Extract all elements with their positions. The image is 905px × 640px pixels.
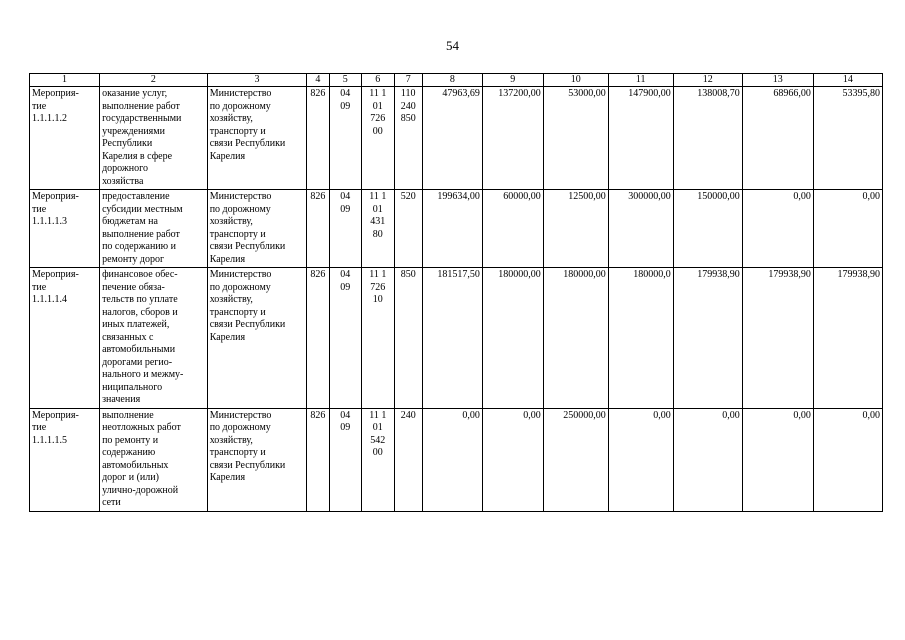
cell-line: хозяйству,: [209, 434, 253, 446]
cell-line: финансовое обес-: [102, 269, 178, 280]
amount-cell: 199634,00: [422, 190, 482, 268]
cell-line: 826: [310, 269, 326, 280]
cell-line: Министерство: [209, 88, 272, 99]
cell-line: связи Республики: [209, 241, 286, 252]
amount-cell: 138008,70: [673, 87, 742, 190]
cell-line: тие: [32, 203, 47, 215]
executor-cell: [207, 87, 307, 190]
cell-line: 542: [370, 434, 386, 446]
cell-line: Министерство: [209, 269, 272, 280]
cell-line: нального и межму-: [102, 369, 184, 380]
cell-line: бюджетам на: [102, 216, 158, 227]
cell-line: сети: [102, 497, 121, 508]
cell-line: Мероприя-: [32, 88, 79, 99]
cell-line: по дорожному: [209, 281, 271, 293]
cell-line: по дорожному: [209, 422, 271, 433]
grbs-code-cell: [307, 87, 329, 190]
cell-line: 01: [372, 203, 383, 215]
cell-line: 431: [370, 216, 386, 227]
page-number: 54: [446, 38, 459, 53]
event-id-cell: [30, 268, 100, 409]
cell-line: 1.1.1.1.5: [32, 434, 67, 446]
amount-cell: 0,00: [673, 408, 742, 511]
cell-line: 726: [370, 113, 386, 124]
amount-cell: 179938,90: [742, 268, 813, 409]
amount-cell: 150000,00: [673, 190, 742, 268]
amount-cell: 181517,50: [422, 268, 482, 409]
event-name-cell: [100, 190, 208, 268]
cell-line: печение обяза-: [102, 281, 165, 293]
section-code-cell: [329, 190, 361, 268]
cell-line: государственными: [102, 113, 182, 124]
column-header: 13: [742, 74, 813, 87]
cell-line: 09: [340, 281, 351, 293]
cell-line: автомобильных: [102, 459, 169, 471]
cell-line: по дорожному: [209, 100, 271, 112]
cell-line: 10: [372, 294, 383, 305]
column-header: 9: [482, 74, 543, 87]
column-header: 6: [362, 74, 394, 87]
target-article-cell: [362, 190, 394, 268]
cell-line: хозяйству,: [209, 216, 253, 227]
cell-line: 110: [400, 88, 416, 99]
cell-line: 09: [340, 100, 351, 112]
column-header: 2: [100, 74, 208, 87]
cell-line: по ремонту и: [102, 434, 159, 446]
cell-line: 1.1.1.1.3: [32, 216, 67, 227]
column-header: 10: [543, 74, 608, 87]
cell-line: 520: [400, 191, 416, 202]
cell-line: 1.1.1.1.4: [32, 294, 67, 305]
executor-cell: [207, 408, 307, 511]
cell-line: дорогами регио-: [102, 356, 173, 368]
cell-line: 00: [372, 125, 383, 137]
cell-line: иных платежей,: [102, 319, 170, 330]
cell-line: предоставление: [102, 191, 170, 202]
column-header: 11: [608, 74, 673, 87]
amount-cell: 0,00: [813, 408, 882, 511]
cell-line: Мероприя-: [32, 269, 79, 280]
cell-line: 1.1.1.1.2: [32, 113, 67, 124]
event-id-cell: [30, 190, 100, 268]
cell-line: 826: [310, 88, 326, 99]
amount-cell: 137200,00: [482, 87, 543, 190]
expense-type-cell: [394, 268, 422, 409]
amount-cell: 180000,00: [543, 268, 608, 409]
amount-cell: 250000,00: [543, 408, 608, 511]
amount-cell: 179938,90: [813, 268, 882, 409]
cell-line: налогов, сборов и: [102, 306, 178, 318]
amount-cell: 179938,90: [673, 268, 742, 409]
cell-line: выполнение: [102, 409, 154, 421]
cell-line: дорожного: [102, 163, 149, 174]
cell-line: неотложных работ: [102, 422, 181, 433]
cell-line: выполнение работ: [102, 228, 180, 240]
amount-cell: 53000,00: [543, 87, 608, 190]
amount-cell: 53395,80: [813, 87, 882, 190]
cell-line: хозяйству,: [209, 294, 253, 305]
cell-line: Карелия: [209, 331, 246, 343]
cell-line: связи Республики: [209, 459, 286, 471]
cell-line: выполнение работ: [102, 100, 180, 112]
cell-line: 01: [372, 422, 383, 433]
executor-cell: [207, 190, 307, 268]
cell-line: 826: [310, 191, 326, 202]
cell-line: автомобильными: [102, 344, 176, 355]
column-header: 4: [307, 74, 329, 87]
cell-line: 726: [370, 281, 386, 293]
cell-line: Карелия: [209, 150, 246, 162]
cell-line: 11 1: [369, 409, 387, 421]
cell-line: 04: [340, 269, 351, 280]
cell-line: субсидии местным: [102, 203, 183, 215]
cell-line: связанных с: [102, 331, 154, 343]
cell-line: 240: [400, 100, 416, 112]
cell-line: Министерство: [209, 191, 272, 202]
cell-line: 11 1: [369, 269, 387, 280]
amount-cell: 180000,0: [608, 268, 673, 409]
cell-line: 11 1: [369, 191, 387, 202]
amount-cell: 0,00: [608, 408, 673, 511]
table-row: [30, 408, 883, 511]
column-header: 12: [673, 74, 742, 87]
cell-line: 80: [372, 228, 383, 240]
cell-line: 11 1: [369, 88, 387, 99]
amount-cell: 300000,00: [608, 190, 673, 268]
cell-line: Республики: [102, 138, 153, 149]
table-row: [30, 87, 883, 190]
executor-cell: [207, 268, 307, 409]
column-header: 8: [422, 74, 482, 87]
cell-line: 04: [340, 88, 351, 99]
grbs-code-cell: [307, 190, 329, 268]
cell-line: ремонту дорог: [102, 253, 165, 265]
cell-line: 850: [400, 269, 416, 280]
amount-cell: 0,00: [422, 408, 482, 511]
cell-line: тие: [32, 422, 47, 433]
cell-line: 04: [340, 409, 351, 421]
amount-cell: 68966,00: [742, 87, 813, 190]
event-id-cell: [30, 408, 100, 511]
cell-line: связи Республики: [209, 138, 286, 149]
cell-line: Карелия: [209, 253, 246, 265]
amount-cell: 0,00: [813, 190, 882, 268]
cell-line: 826: [310, 409, 326, 421]
cell-line: 01: [372, 100, 383, 112]
cell-line: связи Республики: [209, 319, 286, 330]
expense-type-cell: [394, 190, 422, 268]
expense-type-cell: [394, 408, 422, 511]
grbs-code-cell: [307, 408, 329, 511]
table-row: [30, 190, 883, 268]
amount-cell: 12500,00: [543, 190, 608, 268]
cell-line: хозяйства: [102, 175, 144, 187]
cell-line: Мероприя-: [32, 409, 79, 421]
cell-line: по дорожному: [209, 203, 271, 215]
target-article-cell: [362, 408, 394, 511]
cell-line: 04: [340, 191, 351, 202]
amount-cell: 0,00: [482, 408, 543, 511]
cell-line: дорог и (или): [102, 472, 159, 483]
column-header: 7: [394, 74, 422, 87]
cell-line: тие: [32, 281, 47, 293]
cell-line: 850: [400, 113, 416, 124]
amount-cell: 60000,00: [482, 190, 543, 268]
section-code-cell: [329, 268, 361, 409]
column-header: 14: [813, 74, 882, 87]
amount-cell: 147900,00: [608, 87, 673, 190]
event-name-cell: [100, 87, 208, 190]
cell-line: 00: [372, 447, 383, 458]
cell-line: транспорту и: [209, 447, 266, 458]
amount-cell: 47963,69: [422, 87, 482, 190]
cell-line: 240: [400, 409, 416, 421]
cell-line: значения: [102, 394, 141, 405]
amount-cell: 180000,00: [482, 268, 543, 409]
cell-line: оказание услуг,: [102, 88, 168, 99]
target-article-cell: [362, 268, 394, 409]
table-row: [30, 268, 883, 409]
budget-table: [29, 73, 883, 512]
header-row: [30, 74, 883, 87]
event-id-cell: [30, 87, 100, 190]
amount-cell: 0,00: [742, 190, 813, 268]
column-header: 5: [329, 74, 361, 87]
expense-type-cell: [394, 87, 422, 190]
cell-line: Карелия: [209, 472, 246, 483]
cell-line: Министерство: [209, 409, 272, 421]
section-code-cell: [329, 408, 361, 511]
cell-line: ниципального: [102, 381, 163, 393]
section-code-cell: [329, 87, 361, 190]
cell-line: улично-дорожной: [102, 484, 179, 496]
target-article-cell: [362, 87, 394, 190]
column-header: 1: [30, 74, 100, 87]
cell-line: содержанию: [102, 447, 156, 458]
cell-line: хозяйству,: [209, 113, 253, 124]
cell-line: Мероприя-: [32, 191, 79, 202]
cell-line: 09: [340, 422, 351, 433]
amount-cell: 0,00: [742, 408, 813, 511]
cell-line: транспорту и: [209, 306, 266, 318]
column-header: 3: [207, 74, 307, 87]
cell-line: тельств по уплате: [102, 294, 178, 305]
cell-line: по содержанию и: [102, 241, 176, 252]
cell-line: 09: [340, 203, 351, 215]
event-name-cell: [100, 408, 208, 511]
cell-line: учреждениями: [102, 125, 165, 137]
cell-line: транспорту и: [209, 228, 266, 240]
grbs-code-cell: [307, 268, 329, 409]
cell-line: транспорту и: [209, 125, 266, 137]
cell-line: тие: [32, 100, 47, 112]
event-name-cell: [100, 268, 208, 409]
cell-line: Карелия в сфере: [102, 150, 173, 162]
